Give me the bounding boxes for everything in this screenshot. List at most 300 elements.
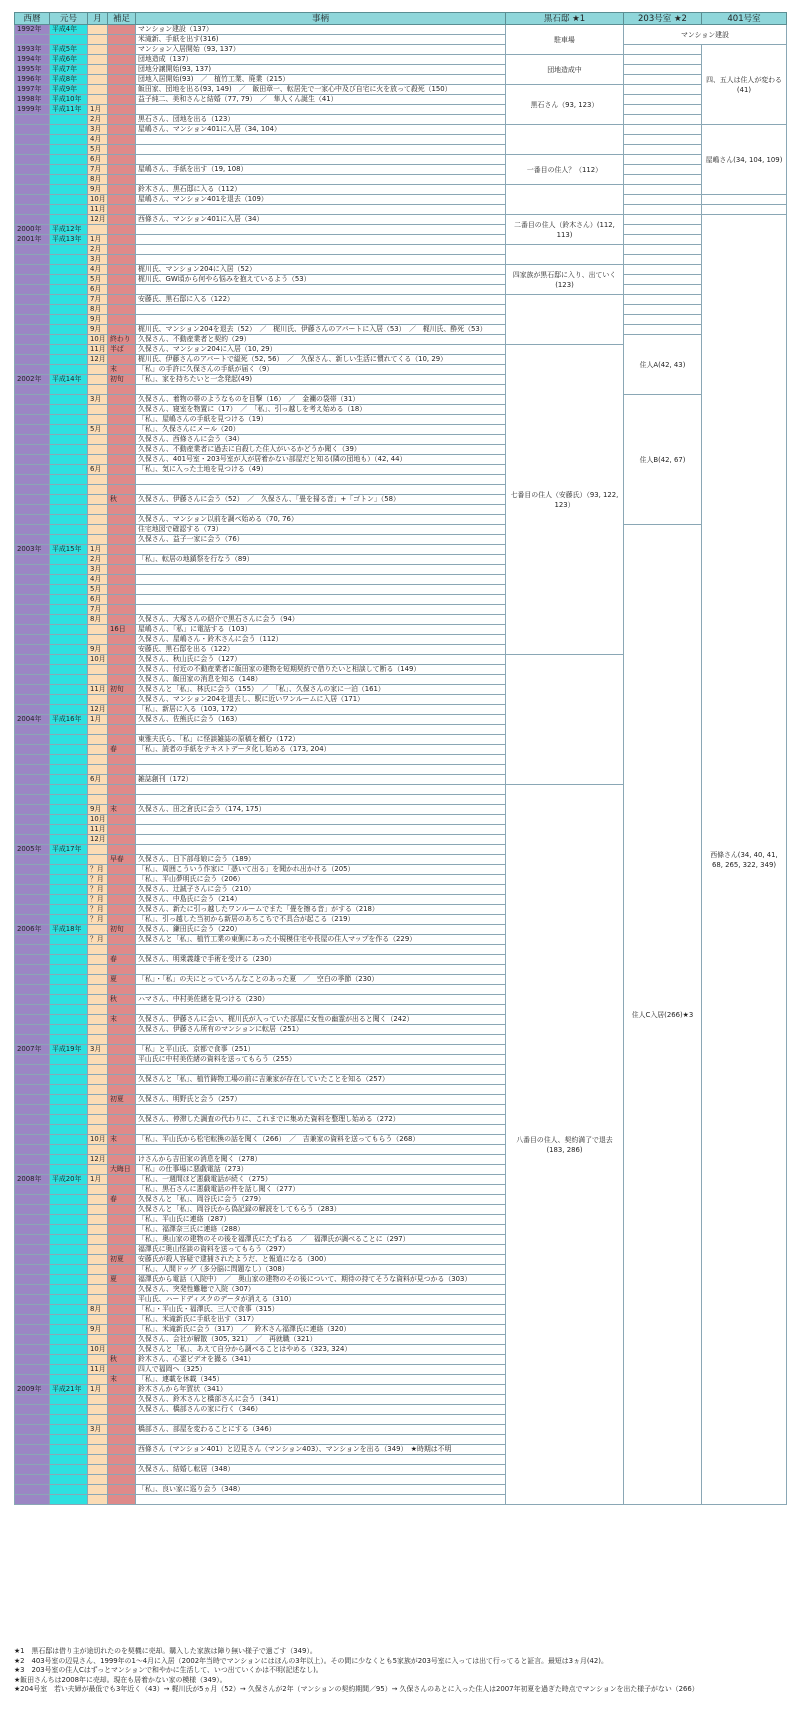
month-cell xyxy=(88,1225,108,1235)
year-cell xyxy=(15,185,50,195)
month-cell: 6月 xyxy=(88,465,108,475)
era-cell xyxy=(50,915,88,925)
month-cell xyxy=(88,1265,108,1275)
era-cell xyxy=(50,355,88,365)
month-cell xyxy=(88,945,108,955)
note-cell xyxy=(108,165,136,175)
year-cell xyxy=(15,1325,50,1335)
month-cell xyxy=(88,1085,108,1095)
note-cell xyxy=(108,1425,136,1435)
era-cell xyxy=(50,165,88,175)
year-cell xyxy=(15,625,50,635)
room401-cell xyxy=(702,205,787,215)
month-cell xyxy=(88,75,108,85)
year-cell xyxy=(15,465,50,475)
table-row xyxy=(15,215,787,225)
month-cell xyxy=(88,975,108,985)
era-cell xyxy=(50,595,88,605)
year-cell xyxy=(15,615,50,625)
month-cell xyxy=(88,1415,108,1425)
era-cell xyxy=(50,755,88,765)
year-cell xyxy=(15,1355,50,1365)
year-cell xyxy=(15,1095,50,1105)
event-cell xyxy=(136,765,506,775)
era-cell xyxy=(50,185,88,195)
month-cell: 2月 xyxy=(88,245,108,255)
event-cell xyxy=(136,135,506,145)
event-cell: 平山氏に中村美佐緒の資料を送ってもらう（255） xyxy=(136,1055,506,1065)
month-cell xyxy=(88,1465,108,1475)
year-cell: 2006年 xyxy=(15,925,50,935)
kuroishi-cell xyxy=(506,185,624,215)
note-cell xyxy=(108,385,136,395)
note-cell xyxy=(108,615,136,625)
note-cell xyxy=(108,485,136,495)
note-cell xyxy=(108,835,136,845)
month-cell: 10月 xyxy=(88,195,108,205)
year-cell xyxy=(15,1225,50,1235)
era-cell xyxy=(50,1255,88,1265)
note-cell xyxy=(108,435,136,445)
header-kuroishi: 黒石邸 ★1 xyxy=(506,13,624,25)
year-cell xyxy=(15,1105,50,1115)
note-cell xyxy=(108,635,136,645)
month-cell: 1月 xyxy=(88,235,108,245)
month-cell xyxy=(88,855,108,865)
month-cell xyxy=(88,725,108,735)
event-cell xyxy=(136,945,506,955)
note-cell xyxy=(108,1265,136,1275)
month-cell xyxy=(88,1095,108,1105)
month-cell: 10月 xyxy=(88,335,108,345)
month-cell xyxy=(88,535,108,545)
year-cell xyxy=(15,1245,50,1255)
note-cell xyxy=(108,145,136,155)
event-cell: 橋部さん、部屋を変わることにする（346） xyxy=(136,1425,506,1435)
event-cell: 久保さん、マンション204に入居（10, 29） xyxy=(136,345,506,355)
era-cell xyxy=(50,975,88,985)
event-cell xyxy=(136,505,506,515)
event-cell: 西條さん（マンション401）と辺見さん（マンション403）、マンションを出る（349） ★時期は不明 xyxy=(136,1445,506,1455)
year-cell xyxy=(15,1065,50,1075)
month-cell xyxy=(88,1455,108,1465)
event-cell xyxy=(136,1145,506,1155)
month-cell: 9月 xyxy=(88,185,108,195)
event-cell xyxy=(136,815,506,825)
table-row xyxy=(15,335,787,345)
note-cell xyxy=(108,545,136,555)
room203-cell xyxy=(624,125,702,135)
event-cell: 久保さんと「私」、林氏に会う（155） ／ 「私」、久保さんの家に一泊（161） xyxy=(136,685,506,695)
era-cell: 平成16年 xyxy=(50,715,88,725)
era-cell: 平成4年 xyxy=(50,25,88,35)
note-cell xyxy=(108,225,136,235)
era-cell xyxy=(50,495,88,505)
year-cell: 2009年 xyxy=(15,1385,50,1395)
year-cell xyxy=(15,305,50,315)
month-cell xyxy=(88,1205,108,1215)
month-cell: 12月 xyxy=(88,705,108,715)
note-cell xyxy=(108,325,136,335)
event-cell: 久保さん、辻誠子さんに会う（210） xyxy=(136,885,506,895)
event-cell: 「私」と平山氏、京都で食事（251） xyxy=(136,1045,506,1055)
event-cell: 安藤氏、黒石邸を出る（122） xyxy=(136,645,506,655)
era-cell xyxy=(50,1235,88,1245)
note-cell xyxy=(108,865,136,875)
table-row xyxy=(15,225,787,235)
note-cell xyxy=(108,505,136,515)
month-cell: 3月 xyxy=(88,1045,108,1055)
table-row xyxy=(15,235,787,245)
room203-cell xyxy=(624,135,702,145)
note-cell xyxy=(108,95,136,105)
event-cell: 梶川氏、マンション204を退去（52） ／ 梶川氏、伊藤さんのアパートに入居（53） ／ 梶川氏、酔死（53） xyxy=(136,325,506,335)
event-cell: 久保さん、伊藤さんに会う（52） ／ 久保さん、「畳を掃る音」+「ゴトン」（58） xyxy=(136,495,506,505)
table-row xyxy=(15,155,787,165)
note-cell xyxy=(108,895,136,905)
note-cell xyxy=(108,1025,136,1035)
year-cell: 2007年 xyxy=(15,1045,50,1055)
year-cell xyxy=(15,1315,50,1325)
year-cell xyxy=(15,555,50,565)
era-cell xyxy=(50,725,88,735)
era-cell xyxy=(50,805,88,815)
month-cell xyxy=(88,795,108,805)
year-cell xyxy=(15,135,50,145)
era-cell xyxy=(50,955,88,965)
era-cell xyxy=(50,205,88,215)
table-row xyxy=(15,105,787,115)
year-cell xyxy=(15,385,50,395)
era-cell xyxy=(50,705,88,715)
note-cell xyxy=(108,775,136,785)
note-cell xyxy=(108,515,136,525)
note-cell xyxy=(108,1225,136,1235)
year-cell xyxy=(15,1275,50,1285)
era-cell xyxy=(50,215,88,225)
era-cell xyxy=(50,1285,88,1295)
month-cell xyxy=(88,1185,108,1195)
year-cell xyxy=(15,435,50,445)
room203-cell xyxy=(624,225,702,235)
table-row xyxy=(15,265,787,275)
event-cell xyxy=(136,155,506,165)
era-cell xyxy=(50,815,88,825)
note-cell xyxy=(108,795,136,805)
event-cell xyxy=(136,1125,506,1135)
month-cell: 8月 xyxy=(88,175,108,185)
month-cell xyxy=(88,495,108,505)
era-cell xyxy=(50,1375,88,1385)
month-cell xyxy=(88,1055,108,1065)
note-cell xyxy=(108,1325,136,1335)
note-cell xyxy=(108,945,136,955)
note-cell xyxy=(108,785,136,795)
note-cell: 半ば xyxy=(108,345,136,355)
table-row xyxy=(15,325,787,335)
note-cell xyxy=(108,1085,136,1095)
year-cell: 2003年 xyxy=(15,545,50,555)
year-cell xyxy=(15,1295,50,1305)
event-cell: 「私」、福澤奈三氏に連絡（288） xyxy=(136,1225,506,1235)
kuroishi-cell: 団地造成中 xyxy=(506,55,624,85)
note-cell xyxy=(108,75,136,85)
header-row xyxy=(15,13,787,25)
event-cell: 「私」、一週間ほど悪戯電話が続く（275） xyxy=(136,1175,506,1185)
era-cell: 平成12年 xyxy=(50,225,88,235)
room203-cell xyxy=(624,245,702,255)
kuroishi-cell: 駐車場 xyxy=(506,25,624,55)
event-cell: 「私」、連載を休載（345） xyxy=(136,1375,506,1385)
kuroishi-cell xyxy=(506,245,624,265)
note-cell: 大晦日 xyxy=(108,1165,136,1175)
event-cell: 久保さん、突発性難聴で入院（307） xyxy=(136,1285,506,1295)
event-cell: 久保さん、マンション204を退去し、駅に近いワンルームに入居（171） xyxy=(136,695,506,705)
note-cell xyxy=(108,555,136,565)
year-cell xyxy=(15,575,50,585)
event-cell: 鈴木さん、黒石邸に入る（112） xyxy=(136,185,506,195)
month-cell: 12月 xyxy=(88,1155,108,1165)
note-cell xyxy=(108,475,136,485)
month-cell xyxy=(88,415,108,425)
month-cell xyxy=(88,675,108,685)
event-cell: 福澤氏に奥山怪談の資料を送ってもらう（297） xyxy=(136,1245,506,1255)
note-cell xyxy=(108,65,136,75)
note-cell xyxy=(108,245,136,255)
era-cell: 平成9年 xyxy=(50,85,88,95)
note-cell xyxy=(108,1115,136,1125)
year-cell xyxy=(15,145,50,155)
event-cell: 久保さん、付近の不動産業者に飯田家の建物を短期契約で借りたいと相談して断る（149） xyxy=(136,665,506,675)
era-cell xyxy=(50,1145,88,1155)
era-cell xyxy=(50,825,88,835)
event-cell xyxy=(136,105,506,115)
month-cell xyxy=(88,1215,108,1225)
note-cell xyxy=(108,1445,136,1455)
era-cell xyxy=(50,155,88,165)
event-cell: 団地入居開始(93) ／ 植竹工業、廃業（215） xyxy=(136,75,506,85)
era-cell xyxy=(50,1445,88,1455)
era-cell xyxy=(50,625,88,635)
era-cell: 平成11年 xyxy=(50,105,88,115)
year-cell xyxy=(15,675,50,685)
era-cell xyxy=(50,1035,88,1045)
room203-cell xyxy=(624,65,702,75)
era-cell xyxy=(50,1495,88,1505)
month-cell xyxy=(88,1255,108,1265)
note-cell xyxy=(108,305,136,315)
era-cell xyxy=(50,1395,88,1405)
header-note: 補足 xyxy=(108,13,136,25)
era-cell xyxy=(50,415,88,425)
event-cell xyxy=(136,175,506,185)
event-cell: 屋嶋さん、手紙を出す（19, 108） xyxy=(136,165,506,175)
event-cell xyxy=(136,785,506,795)
note-cell xyxy=(108,985,136,995)
note-cell: 16日 xyxy=(108,625,136,635)
event-cell: 久保さん、401号室・203号室が人が居着かない部屋だと知る(隣の団地も）（42, 44） xyxy=(136,455,506,465)
month-cell: 9月 xyxy=(88,1325,108,1335)
era-cell xyxy=(50,115,88,125)
month-cell: 8月 xyxy=(88,1305,108,1315)
era-cell xyxy=(50,1415,88,1425)
kuroishi-cell: 八番目の住人、契約満了で退去(183, 286) xyxy=(506,785,624,1505)
year-cell xyxy=(15,965,50,975)
era-cell: 平成10年 xyxy=(50,95,88,105)
month-cell xyxy=(88,435,108,445)
month-cell xyxy=(88,755,108,765)
note-cell xyxy=(108,285,136,295)
event-cell: 「私」、奥山家の建物のその後を福澤氏にたずねる ／ 福澤氏が調べることに（297） xyxy=(136,1235,506,1245)
timeline-sheet xyxy=(14,12,786,1505)
event-cell: 西條さん、マンション401に入居（34） xyxy=(136,215,506,225)
note-cell: 秋 xyxy=(108,495,136,505)
year-cell xyxy=(15,245,50,255)
room203-cell xyxy=(624,235,702,245)
era-cell xyxy=(50,475,88,485)
month-cell xyxy=(88,1165,108,1175)
era-cell xyxy=(50,385,88,395)
table-row xyxy=(15,275,787,285)
month-cell: 10月 xyxy=(88,815,108,825)
note-cell xyxy=(108,35,136,45)
year-cell: 2002年 xyxy=(15,375,50,385)
year-cell xyxy=(15,1035,50,1045)
event-cell: 久保さん、益子一家に会う（76） xyxy=(136,535,506,545)
era-cell xyxy=(50,1305,88,1315)
note-cell xyxy=(108,815,136,825)
year-cell xyxy=(15,695,50,705)
note-cell xyxy=(108,415,136,425)
event-cell: 「私」、平山夢明氏に会う（206） xyxy=(136,875,506,885)
event-cell: マンション入居開始（93, 137） xyxy=(136,45,506,55)
note-cell xyxy=(108,695,136,705)
month-cell xyxy=(88,55,108,65)
era-cell xyxy=(50,1015,88,1025)
table-row xyxy=(15,145,787,155)
event-cell: 久保さんと「私」、あえて自分から調べることはやめる（323, 324） xyxy=(136,1345,506,1355)
era-cell xyxy=(50,35,88,45)
note-cell xyxy=(108,845,136,855)
year-cell xyxy=(15,205,50,215)
era-cell xyxy=(50,1135,88,1145)
year-cell: 2001年 xyxy=(15,235,50,245)
table-row xyxy=(15,165,787,175)
year-cell xyxy=(15,265,50,275)
era-cell xyxy=(50,335,88,345)
note-cell xyxy=(108,665,136,675)
event-cell xyxy=(136,1415,506,1425)
header-room203: 203号室 ★2 xyxy=(624,13,702,25)
month-cell xyxy=(88,1285,108,1295)
year-cell xyxy=(15,405,50,415)
month-cell xyxy=(88,1025,108,1035)
note-cell xyxy=(108,1145,136,1155)
era-cell xyxy=(50,945,88,955)
month-cell xyxy=(88,1245,108,1255)
event-cell: 「私」、平山氏に連絡（287） xyxy=(136,1215,506,1225)
era-cell xyxy=(50,1335,88,1345)
month-cell: 10月 xyxy=(88,1135,108,1145)
note-cell xyxy=(108,1305,136,1315)
header-month: 月 xyxy=(88,13,108,25)
note-cell xyxy=(108,565,136,575)
era-cell xyxy=(50,875,88,885)
note-cell xyxy=(108,125,136,135)
era-cell: 平成17年 xyxy=(50,845,88,855)
month-cell xyxy=(88,1235,108,1245)
event-cell xyxy=(136,1495,506,1505)
room203-cell xyxy=(624,215,702,225)
era-cell xyxy=(50,525,88,535)
year-cell xyxy=(15,285,50,295)
table-row xyxy=(15,25,787,35)
era-cell xyxy=(50,785,88,795)
note-cell: 初旬 xyxy=(108,685,136,695)
event-cell xyxy=(136,285,506,295)
event-cell: 久保さん、日下部母娘に会う（189） xyxy=(136,855,506,865)
era-cell xyxy=(50,275,88,285)
year-cell xyxy=(15,1185,50,1195)
note-cell xyxy=(108,1385,136,1395)
year-cell xyxy=(15,895,50,905)
year-cell xyxy=(15,1375,50,1385)
year-cell xyxy=(15,985,50,995)
kuroishi-cell xyxy=(506,655,624,785)
event-cell: 飯田家、団地を出る(93, 149) ／ 飯田章一、転居先で一家心中及び自宅に火を放って殺死（150） xyxy=(136,85,506,95)
year-cell: 1997年 xyxy=(15,85,50,95)
month-cell xyxy=(88,455,108,465)
year-cell xyxy=(15,905,50,915)
event-cell: 四人で福岡へ（325） xyxy=(136,1365,506,1375)
note-cell: 早春 xyxy=(108,855,136,865)
note-cell xyxy=(108,965,136,975)
era-cell xyxy=(50,425,88,435)
month-cell: 7月 xyxy=(88,295,108,305)
table-row xyxy=(15,255,787,265)
era-cell xyxy=(50,985,88,995)
event-cell: 「私」、黒石さんに悪戯電話の件を話し聞く（277） xyxy=(136,1185,506,1195)
note-cell xyxy=(108,1405,136,1415)
event-cell: 久保さん、伊藤さん所有のマンションに転居（251） xyxy=(136,1025,506,1035)
event-cell: 久保さん、田之倉氏に会う（174, 175） xyxy=(136,805,506,815)
month-cell xyxy=(88,1405,108,1415)
era-cell xyxy=(50,935,88,945)
month-cell: 4月 xyxy=(88,135,108,145)
month-cell: 9月 xyxy=(88,325,108,335)
era-cell: 平成8年 xyxy=(50,75,88,85)
footnote: ★飯田さんちは2008年に売却。現在も居着かない家の模様（349）。 xyxy=(14,1675,227,1684)
era-cell xyxy=(50,1125,88,1135)
table-row xyxy=(15,525,787,535)
year-cell: 2000年 xyxy=(15,225,50,235)
era-cell xyxy=(50,195,88,205)
era-cell xyxy=(50,1465,88,1475)
era-cell xyxy=(50,1475,88,1485)
room203-cell xyxy=(624,205,702,215)
note-cell xyxy=(108,1235,136,1245)
table-row xyxy=(15,205,787,215)
year-cell xyxy=(15,425,50,435)
event-cell: 福澤氏から電話（入院中） ／ 奥山家の建物のその後について、期待の持てそうな資料が見つかる（303） xyxy=(136,1275,506,1285)
year-cell xyxy=(15,645,50,655)
month-cell: 1月 xyxy=(88,545,108,555)
table-row xyxy=(15,285,787,295)
year-cell xyxy=(15,1235,50,1245)
month-cell: 10月 xyxy=(88,1345,108,1355)
year-cell xyxy=(15,995,50,1005)
month-cell xyxy=(88,1125,108,1135)
